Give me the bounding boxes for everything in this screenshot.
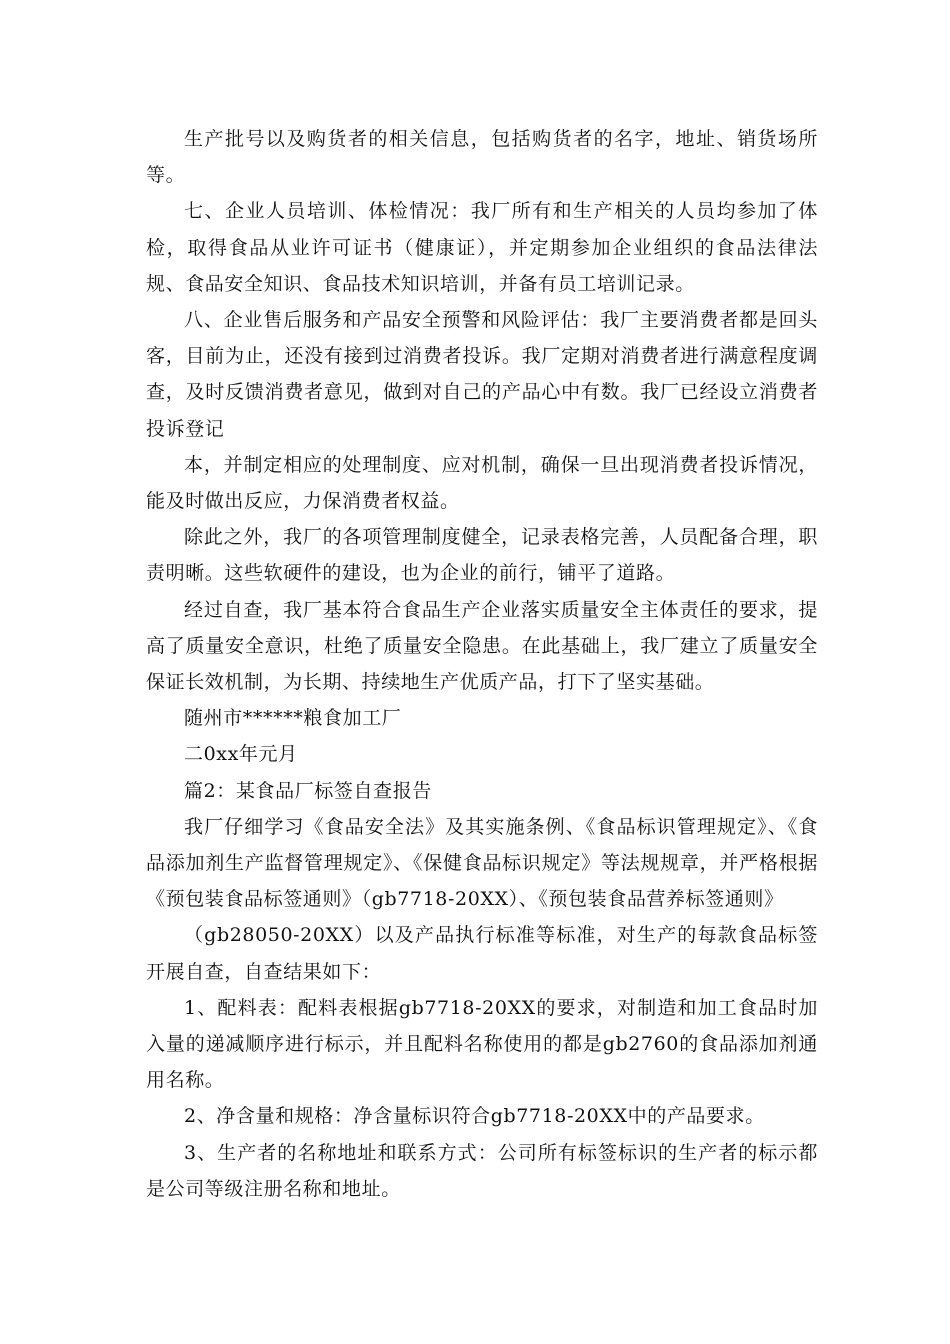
paragraph-signature-date: 二0xx年元月	[184, 743, 298, 766]
paragraph-self-check-conclusion: 经过自查，我厂基本符合食品生产企业落实质量安全主体责任的要求，提高了质量安全意识，杜绝了质量安全隐患。在此基础上，我厂建立了质量安全保证长效机制，为长期、持续地生产优质产品，打下了坚实基础。	[146, 598, 818, 694]
section-title-part-2: 篇2：某食品厂标签自查报告	[184, 779, 432, 802]
paragraph-complaint-handling: 本，并制定相应的处理制度、应对机制，确保一旦出现消费者投诉情况，能及时做出反应，力保消费者权益。	[146, 453, 818, 513]
document-body	[146, 121, 818, 1207]
paragraph-signature-factory: 随州市******粮食加工厂	[184, 707, 402, 730]
paragraph-batch-info: 生产批号以及购货者的相关信息，包括购货者的名字，地址、销货场所等。	[146, 128, 818, 187]
paragraph-producer-info: 3、生产者的名称地址和联系方式：公司所有标签标识的生产者的标示都是公司等级注册名称和地址。	[146, 1141, 818, 1200]
paragraph-after-sales: 八、企业售后服务和产品安全预警和风险评估：我厂主要消费者都是回头客，目前为止，还没有接到过消费者投诉。我厂定期对消费者进行满意程度调查，及时反馈消费者意见，做到对自己的产品心中有数。我厂已经设立消费者投诉登记	[146, 309, 818, 440]
paragraph-self-check-scope: （gb28050-20XX）以及产品执行标准等标准，对生产的每款食品标签开展自查，自查结果如下：	[146, 924, 818, 983]
paragraph-net-content: 2、净含量和规格：净含量标识符合gb7718-20XX中的产品要求。	[184, 1105, 765, 1128]
paragraph-regulations-study: 我厂仔细学习《食品安全法》及其实施条例、《食品标识管理规定》、《食品添加剂生产监督管理规定》、《保健食品标识规定》等法规规章，并严格根据《预包装食品标签通则》（gb7718-20XX）、《预包装食品营养标签通则》	[146, 815, 818, 911]
paragraph-management-system: 除此之外，我厂的各项管理制度健全，记录表格完善，人员配备合理，职责明晰。这些软硬件的建设，也为企业的前行，铺平了道路。	[146, 526, 818, 585]
paragraph-ingredients-list: 1、配料表：配料表根据gb7718-20XX的要求，对制造和加工食品时加入量的递减顺序进行标示，并且配料名称使用的都是gb2760的食品添加剂通用名称。	[146, 996, 818, 1092]
paragraph-staff-training: 七、企业人员培训、体检情况：我厂所有和生产相关的人员均参加了体检，取得食品从业许可证书（健康证），并定期参加企业组织的食品法律法规、食品安全知识、食品技术知识培训，并备有员工培训记录。	[146, 200, 818, 295]
